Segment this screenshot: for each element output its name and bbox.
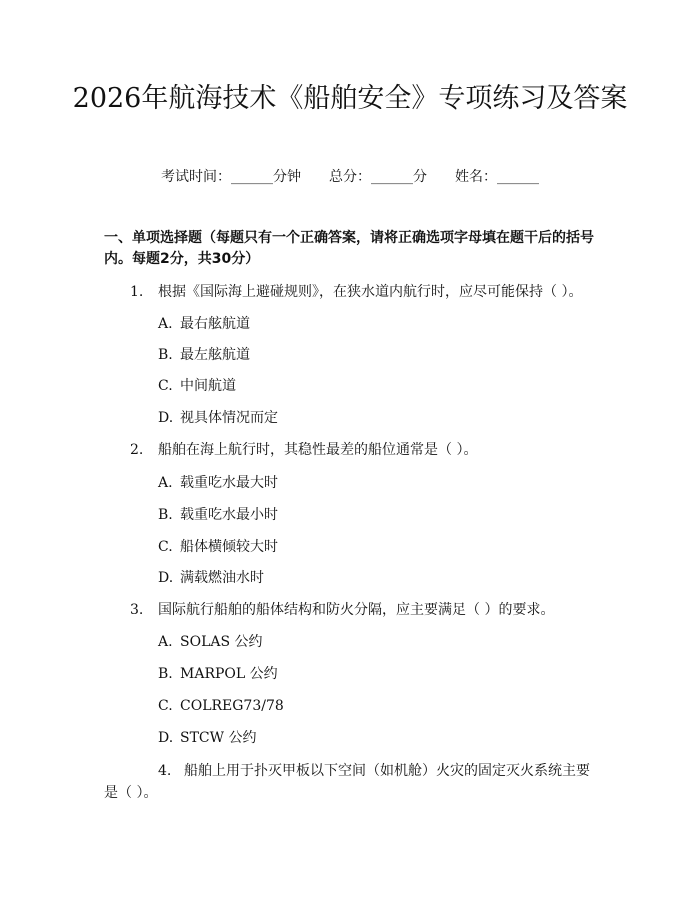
option-text: 最左舷航道 — [180, 347, 250, 363]
option-item — [158, 376, 236, 396]
option-item — [158, 696, 284, 716]
option-text: MARPOL 公约 — [180, 666, 278, 682]
option-label: D. — [158, 410, 174, 426]
exam-time-field: 考试时间：______分钟 — [161, 169, 301, 185]
option-item — [158, 728, 256, 748]
option-item — [158, 345, 250, 365]
option-label: B. — [158, 347, 173, 363]
question-stem: 船舶在海上航行时，其稳性最差的船位通常是（ ）。 — [158, 442, 478, 458]
option-label: C. — [158, 539, 173, 555]
option-text: COLREG73/78 — [180, 698, 284, 714]
option-item — [158, 314, 250, 334]
option-text: 满载燃油水时 — [180, 570, 264, 586]
option-item — [158, 408, 278, 428]
option-label: C. — [158, 378, 173, 394]
option-text: 视具体情况而定 — [180, 410, 278, 426]
option-text: 载重吃水最大时 — [180, 475, 278, 491]
option-text: STCW 公约 — [180, 730, 257, 746]
option-text: 最右舷航道 — [180, 316, 250, 332]
option-item — [158, 664, 278, 684]
option-item — [158, 568, 264, 588]
option-label: B. — [158, 507, 173, 523]
option-label: B. — [158, 666, 173, 682]
question-number: 3. — [130, 602, 144, 618]
option-text: 中间航道 — [180, 378, 236, 394]
question-stem: 船舶上用于扑灭甲板以下空间（如机舱）火灾的固定灭火系统主要是（ ）。 — [104, 763, 590, 801]
option-label: A. — [158, 634, 173, 650]
question-number: 2. — [130, 442, 144, 458]
option-label: A. — [158, 316, 173, 332]
option-text: 载重吃水最小时 — [180, 507, 278, 523]
option-item — [158, 537, 278, 557]
option-label: A. — [158, 475, 173, 491]
exam-info-row — [0, 167, 700, 187]
option-item — [158, 473, 278, 493]
option-label: D. — [158, 570, 174, 586]
option-label: D. — [158, 730, 174, 746]
document-title: 2026年航海技术《船舶安全》专项练习及答案 — [72, 83, 628, 114]
option-item — [158, 632, 263, 652]
section-heading: 一、单项选择题（每题只有一个正确答案，请将正确选项字母填在题干后的括号内。每题2分，共30分） — [104, 230, 594, 267]
question-number: 4. — [158, 763, 172, 779]
option-label: C. — [158, 698, 173, 714]
name-field: 姓名：______ — [455, 169, 539, 185]
question-stem: 国际航行船舶的船体结构和防火分隔，应主要满足（ ）的要求。 — [158, 602, 555, 618]
option-item — [158, 505, 278, 525]
option-text: 船体横倾较大时 — [180, 539, 278, 555]
option-text: SOLAS 公约 — [180, 634, 263, 650]
question-number: 1. — [130, 284, 144, 300]
total-score-field: 总分：______分 — [329, 169, 427, 185]
question-4 — [104, 760, 600, 804]
question-stem: 根据《国际海上避碰规则》，在狭水道内航行时，应尽可能保持（ ）。 — [158, 284, 583, 300]
